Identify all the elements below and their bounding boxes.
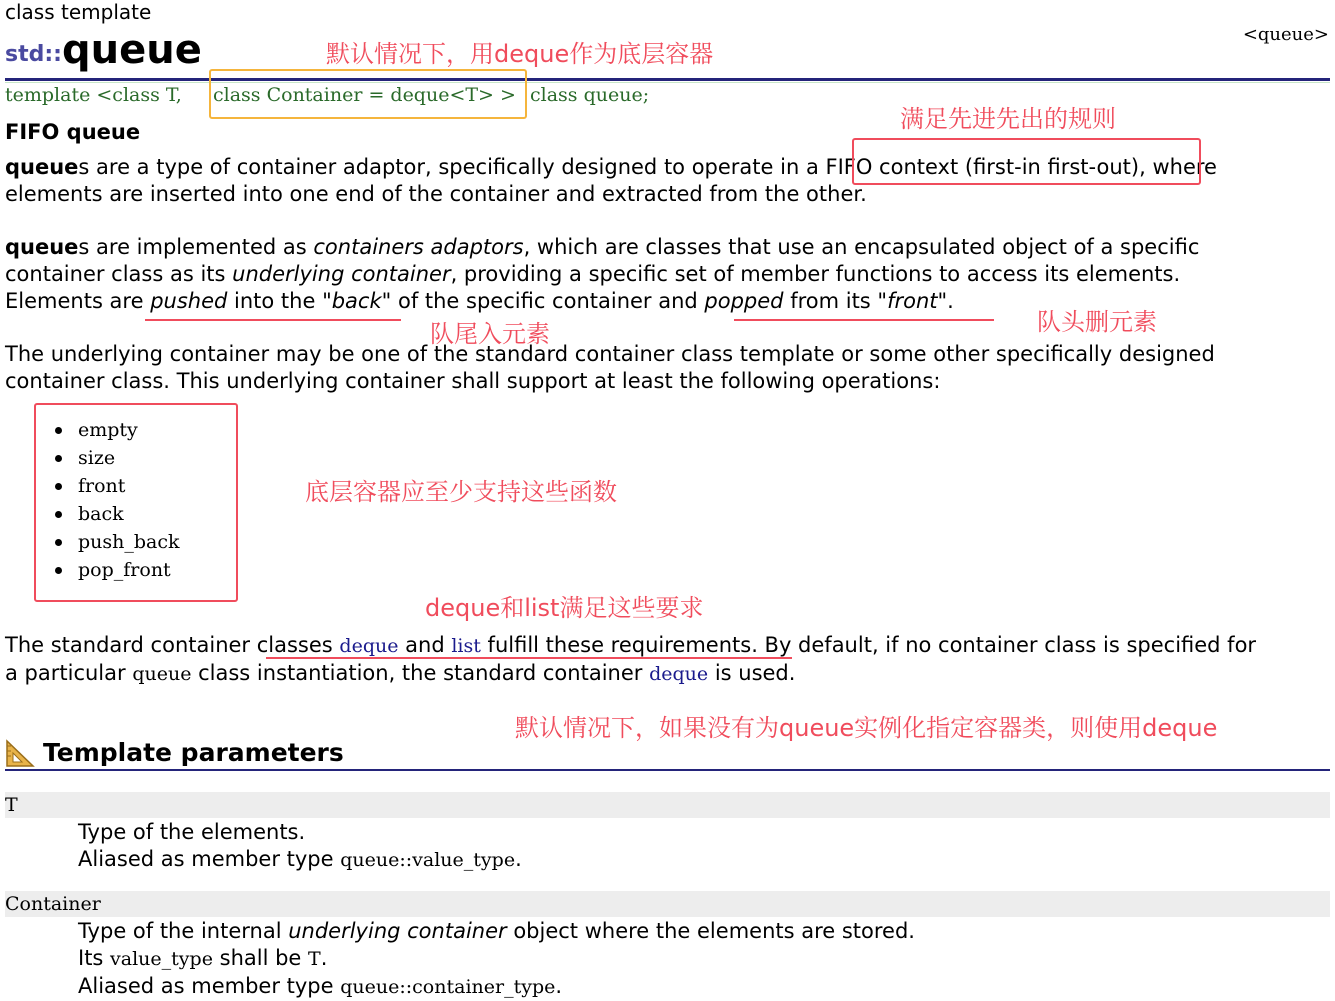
list-item: empty — [52, 416, 180, 444]
decl-part-1: template <class T, — [5, 84, 182, 106]
underline-classes — [266, 657, 792, 659]
underline-pop-front — [734, 319, 994, 321]
list-item: size — [52, 444, 180, 472]
param-T-desc: Type of the elements. Aliased as member type queue::value_type. — [78, 820, 522, 871]
annotation-fifo: 满足先进先出的规则 — [900, 105, 1116, 133]
link-deque[interactable]: deque — [339, 635, 399, 657]
param-Container-desc: Type of the internal underlying container object where the elements are stored. Its value_type shall be T. Aliased as member type queue::container_type. — [78, 919, 915, 998]
title-rule — [5, 78, 1330, 81]
link-deque-2[interactable]: deque — [649, 663, 709, 685]
page-kicker: class template — [5, 0, 152, 24]
param-row-T — [5, 792, 1330, 818]
title-namespace: std:: — [5, 42, 62, 67]
annotation-push-back: 队尾入元素 — [430, 320, 550, 348]
param-row-Container — [5, 891, 1330, 917]
page-title: queue — [62, 27, 202, 73]
section-rule — [5, 769, 1330, 771]
list-item: back — [52, 500, 180, 528]
paragraph-4: The standard container classes deque and list fulfill these requirements. By default, if no container class is specified for a particular queue class instantiation, the standard container deque is used. — [5, 633, 1257, 685]
paragraph-3: The underlying container may be one of the standard container class template or some other specifically designed container class. This underlying container shall support at least the following operations: — [5, 342, 1215, 393]
paragraph-1: queues are a type of container adaptor, specifically designed to operate in a FIFO context (first-in first-out), where elements are inserted into one end of the container and extracted from the other. — [5, 155, 1217, 206]
list-item: front — [52, 472, 180, 500]
decl-part-3: class queue; — [530, 84, 650, 106]
annotation-default-deque: 默认情况下，如果没有为queue实例化指定容器类，则使用deque — [515, 714, 1218, 742]
annotation-default-container: 默认情况下，用deque作为底层容器 — [326, 40, 714, 68]
annotation-box-operations — [34, 403, 238, 602]
param-name-T: T — [5, 794, 18, 816]
underline-push-back — [145, 319, 401, 321]
annotation-operations: 底层容器应至少支持这些函数 — [305, 478, 617, 506]
annotation-box-container-default — [209, 69, 527, 119]
section-heading-template-parameters: Template parameters — [43, 738, 344, 767]
link-list[interactable]: list — [451, 635, 481, 657]
list-item: push_back — [52, 528, 180, 556]
section-heading-fifo: FIFO queue — [5, 120, 141, 144]
param-name-Container: Container — [5, 893, 101, 915]
declaration-bar — [5, 82, 1330, 107]
ruler-triangle-icon — [5, 738, 35, 768]
annotation-deque-list: deque和list满足这些要求 — [425, 594, 704, 622]
annotation-pop-front: 队头删元素 — [1037, 308, 1157, 336]
header-reference[interactable]: <queue> — [1242, 24, 1329, 45]
decl-part-2: class Container = deque<T> > — [213, 84, 516, 106]
list-item: pop_front — [52, 556, 180, 584]
annotation-box-fifo — [852, 138, 1201, 185]
paragraph-2: queues are implemented as containers adaptors, which are classes that use an encapsulated object of a specific container class as its underlying container, providing a specific set of member functions to access its elements. Elements are pushed into the "back" of the specific container and popped from its "front". — [5, 235, 1200, 313]
